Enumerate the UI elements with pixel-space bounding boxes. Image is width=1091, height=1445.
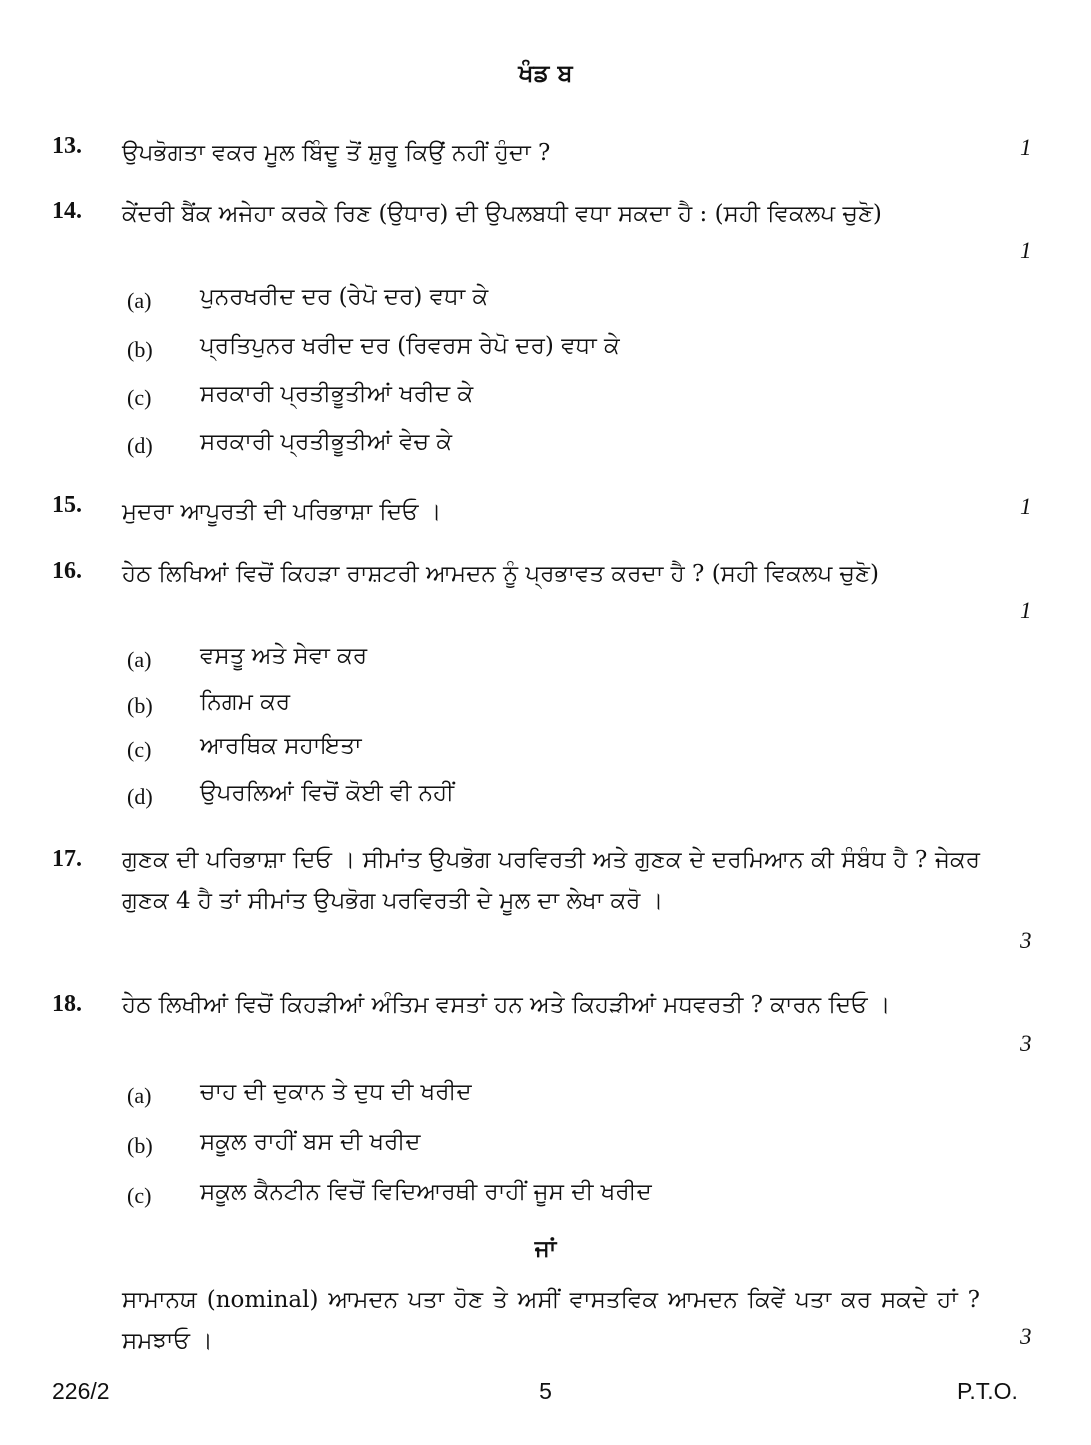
question-marks: 3 xyxy=(1020,928,1032,953)
option-text: ਨਿਗਮ ਕਰ xyxy=(200,689,291,715)
paper-code: 226/2 xyxy=(52,1378,110,1404)
question-text: ਹੇਠ ਲਿਖਿਆਂ ਵਿਚੋਂ ਕਿਹੜਾ ਰਾਸ਼ਟਰੀ ਆਮਦਨ ਨੂੰ ਪ੍ਰਭਾਵਤ ਕਰਦਾ ਹੈ ? (ਸਹੀ ਵਿਕਲਪ ਚੁਣੋ) xyxy=(122,561,879,587)
option-text: ਪੁਨਰਖਰੀਦ ਦਰ (ਰੇਪੋ ਦਰ) ਵਧਾ ਕੇ xyxy=(200,284,489,310)
question-marks: 1 xyxy=(1020,494,1032,519)
option-label: (b) xyxy=(127,693,153,718)
option-label: (d) xyxy=(127,784,153,809)
option-text: ਉਪਰਲਿਆਂ ਵਿਚੋਂ ਕੋਈ ਵੀ ਨਹੀਂ xyxy=(200,780,455,806)
option-text: ਸਕੂਲ ਰਾਹੀਂ ਬਸ ਦੀ ਖਰੀਦ xyxy=(200,1129,421,1155)
option-text: ਪ੍ਰਤਿਪੁਨਰ ਖਰੀਦ ਦਰ (ਰਿਵਰਸ ਰੇਪੋ ਦਰ) ਵਧਾ ਕੇ xyxy=(200,333,620,359)
option-label: (c) xyxy=(127,1183,152,1208)
question-text: ਗੁਣਕ ਦੀ ਪਰਿਭਾਸ਼ਾ ਦਿਓ । ਸੀਮਾਂਤ ਉਪਭੋਗ ਪਰਵਿਰਤੀ ਅਤੇ ਗੁਣਕ ਦੇ ਦਰਮਿਆਨ ਕੀ ਸੰਬੰਧ ਹੈ ? ਜੇਕਰ ਗੁਣਕ 4 ਹੈ ਤਾਂ ਸੀਮਾਂਤ ਉਪਭੋਗ ਪਰਵਿਰਤੀ ਦੇ ਮੂਲ ਦਾ ਲੇਖਾ ਕਰੋ । xyxy=(122,847,980,914)
option-label: (c) xyxy=(127,385,152,410)
section-title: ਖੰਡ ਬ xyxy=(518,58,573,87)
question-marks: 1 xyxy=(1020,135,1032,160)
option-label: (a) xyxy=(127,647,152,672)
question-number: 13. xyxy=(52,133,82,159)
option-text: ਸਰਕਾਰੀ ਪ੍ਰਤੀਭੂਤੀਆਂ ਖਰੀਦ ਕੇ xyxy=(200,381,474,407)
question-number: 15. xyxy=(52,492,82,518)
option-text: ਸਕੂਲ ਕੈਨਟੀਨ ਵਿਚੋਂ ਵਿਦਿਆਰਥੀ ਰਾਹੀਂ ਜੂਸ ਦੀ ਖਰੀਦ xyxy=(200,1179,652,1205)
pto-label: P.T.O. xyxy=(957,1378,1018,1404)
question-marks: 1 xyxy=(1020,598,1032,623)
question-number: 16. xyxy=(52,558,82,584)
question-text: ਉਪਭੋਗਤਾ ਵਕਰ ਮੂਲ ਬਿੰਦੂ ਤੋਂ ਸ਼ੁਰੂ ਕਿਉਂ ਨਹੀਂ ਹੁੰਦਾ ? xyxy=(122,140,551,166)
question-text: ਸਾਮਾਨਯ (nominal) ਆਮਦਨ ਪਤਾ ਹੋਣ ਤੇ ਅਸੀਂ ਵਾਸਤਵਿਕ ਆਮਦਨ ਕਿਵੇਂ ਪਤਾ ਕਰ ਸਕਦੇ ਹਾਂ ? ਸਮਝਾਓ । xyxy=(122,1287,980,1354)
question-marks: 3 xyxy=(1020,1324,1032,1349)
option-label: (a) xyxy=(127,1083,152,1108)
option-text: ਵਸਤੂ ਅਤੇ ਸੇਵਾ ਕਰ xyxy=(200,643,368,669)
question-number: 18. xyxy=(52,991,82,1017)
option-label: (b) xyxy=(127,337,153,362)
question-text: ਮੁਦਰਾ ਆਪੂਰਤੀ ਦੀ ਪਰਿਭਾਸ਼ਾ ਦਿਓ । xyxy=(122,499,442,525)
option-label: (a) xyxy=(127,288,152,313)
option-text: ਸਰਕਾਰੀ ਪ੍ਰਤੀਭੂਤੀਆਂ ਵੇਚ ਕੇ xyxy=(200,429,453,455)
question-text: ਕੇਂਦਰੀ ਬੈਂਕ ਅਜੇਹਾ ਕਰਕੇ ਰਿਣ (ਉਧਾਰ) ਦੀ ਉਪਲਬਧੀ ਵਧਾ ਸਕਦਾ ਹੈ : (ਸਹੀ ਵਿਕਲਪ ਚੁਣੋ) xyxy=(122,201,882,227)
question-text: ਹੇਠ ਲਿਖੀਆਂ ਵਿਚੋਂ ਕਿਹੜੀਆਂ ਅੰਤਿਮ ਵਸਤਾਂ ਹਨ ਅਤੇ ਕਿਹੜੀਆਂ ਮਧਵਰਤੀ ? ਕਾਰਨ ਦਿਓ । xyxy=(122,992,891,1018)
option-label: (d) xyxy=(127,433,153,458)
page-number: 5 xyxy=(539,1378,552,1404)
question-number: 14. xyxy=(52,198,82,224)
question-marks: 1 xyxy=(1020,238,1032,263)
question-marks: 3 xyxy=(1020,1031,1032,1056)
or-divider: ਜਾਂ xyxy=(534,1235,557,1262)
option-label: (b) xyxy=(127,1133,153,1158)
option-label: (c) xyxy=(127,737,152,762)
question-number: 17. xyxy=(52,846,82,872)
option-text: ਚਾਹ ਦੀ ਦੁਕਾਨ ਤੇ ਦੁਧ ਦੀ ਖਰੀਦ xyxy=(200,1079,472,1105)
option-text: ਆਰਥਿਕ ਸਹਾਇਤਾ xyxy=(200,733,362,759)
